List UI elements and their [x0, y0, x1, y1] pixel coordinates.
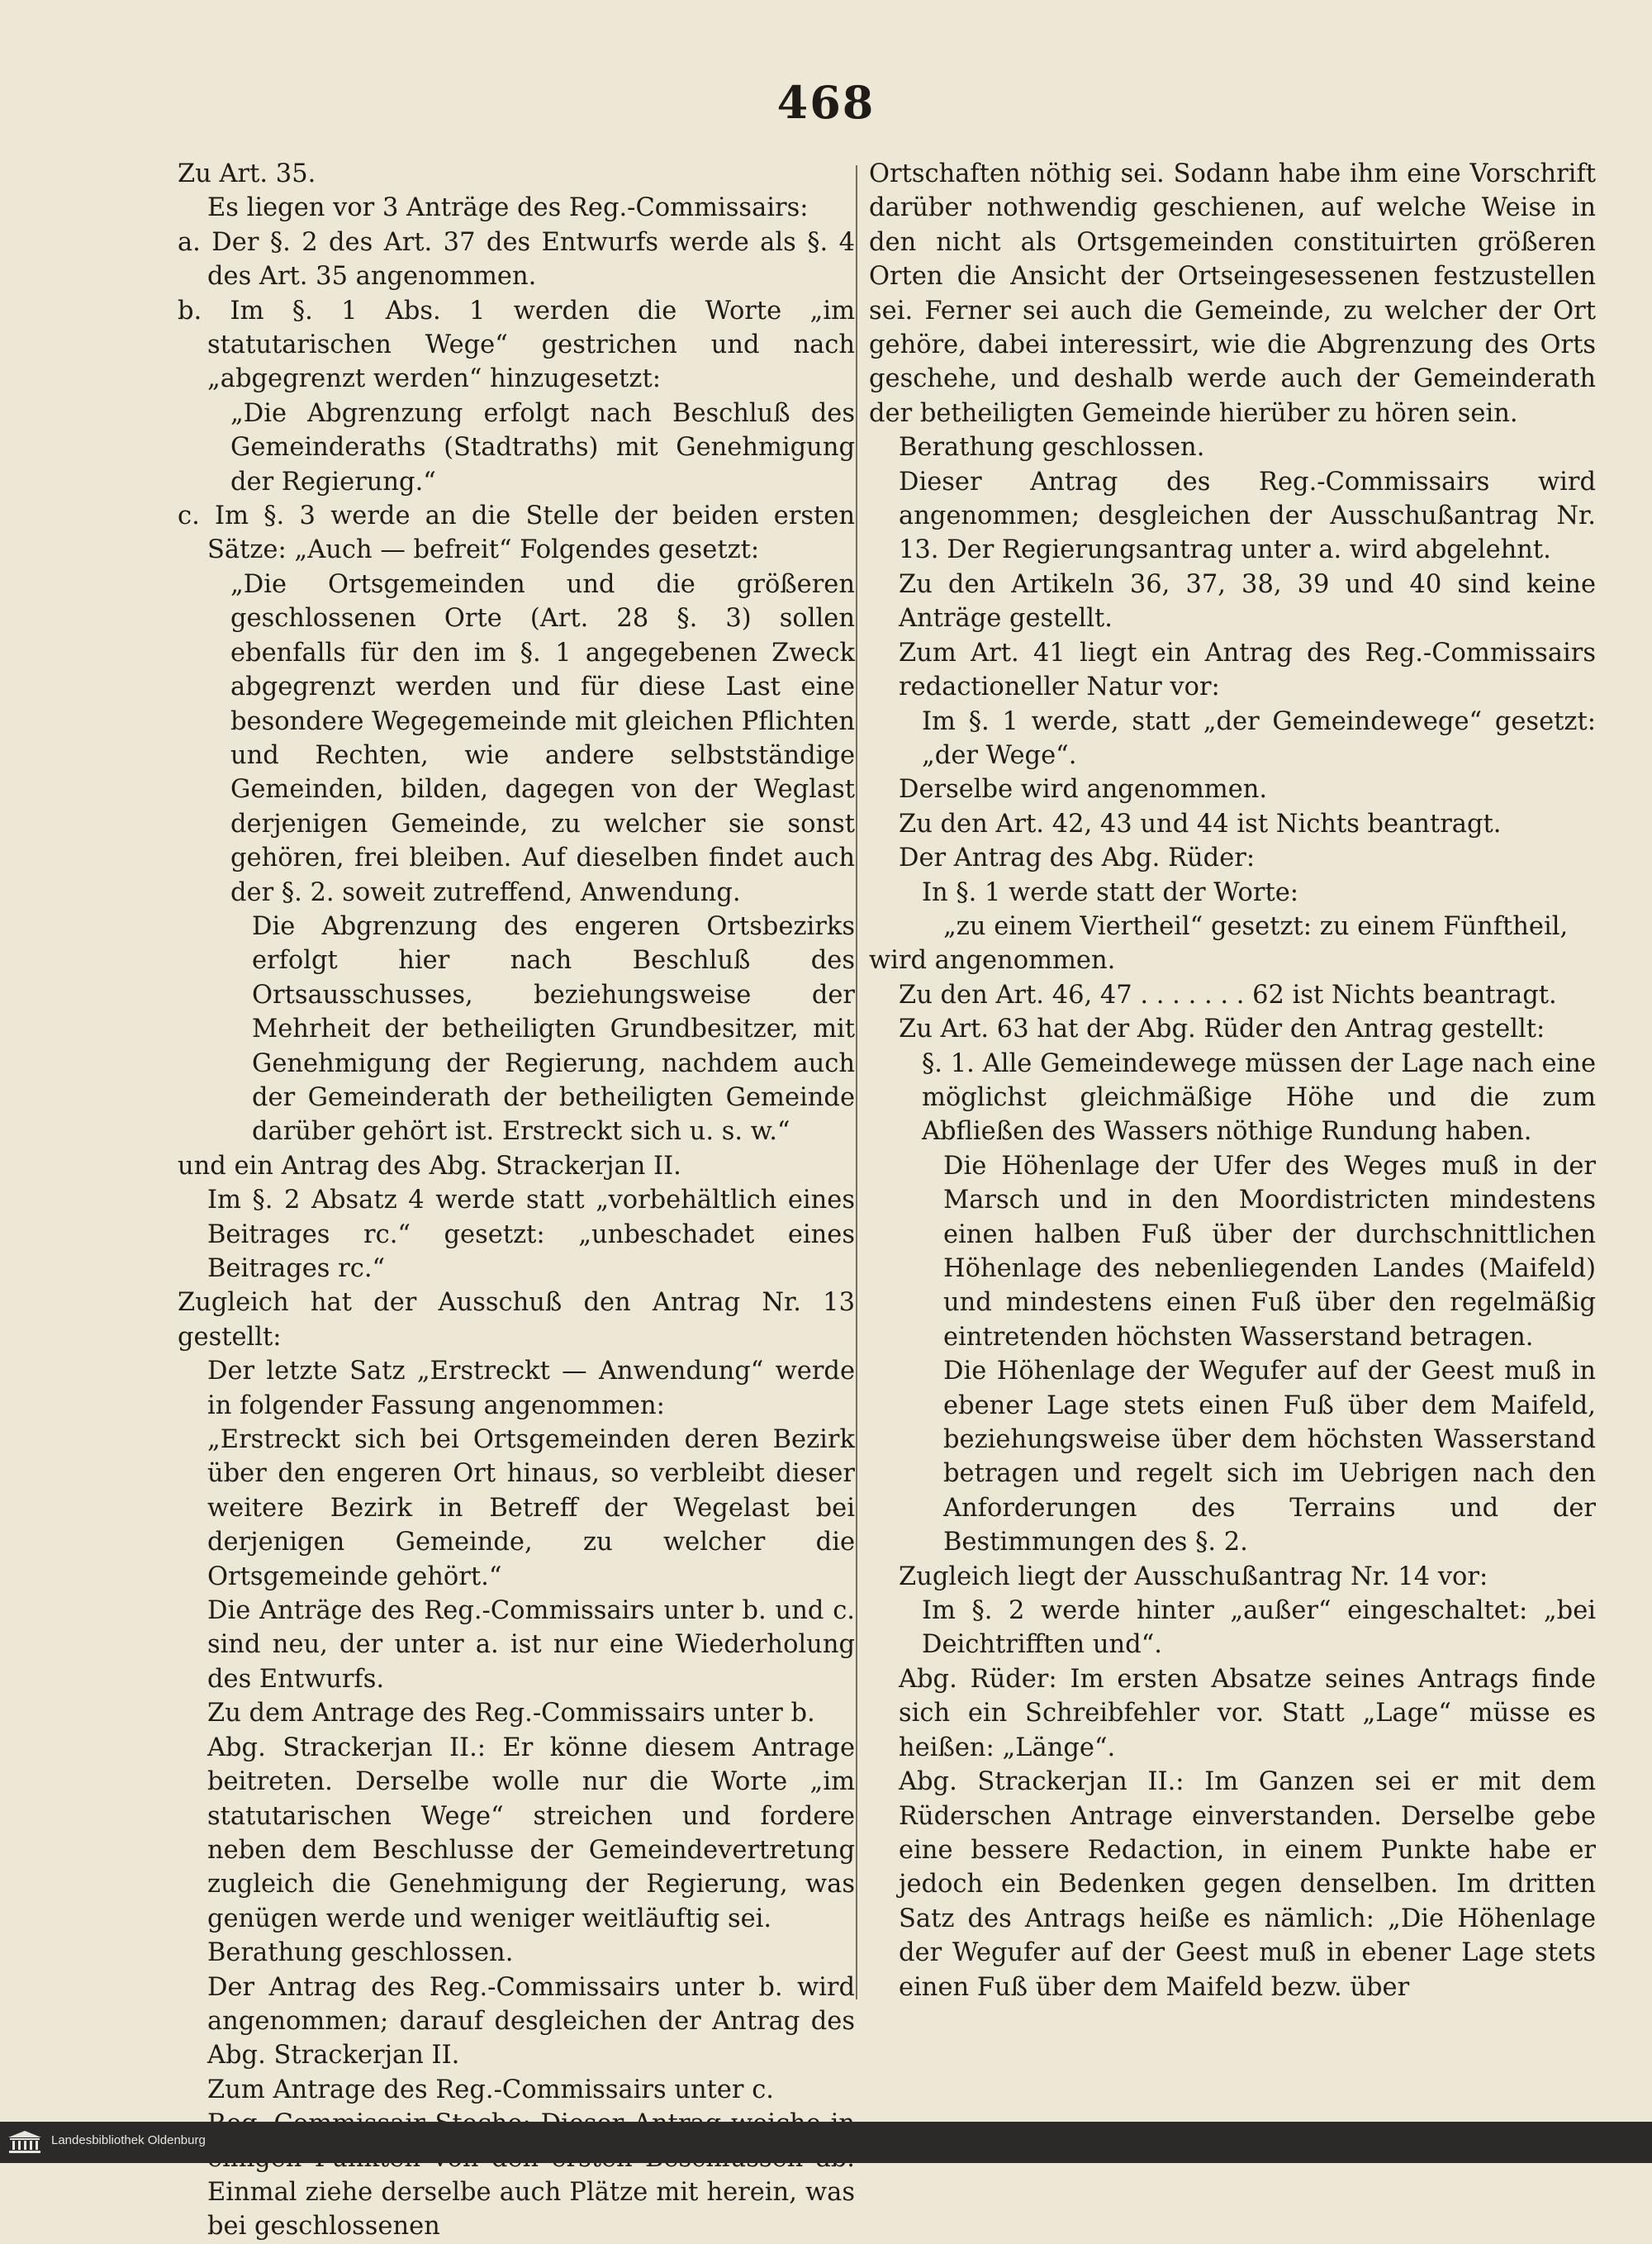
list-item: b. Im §. 1 Abs. 1 werden die Worte „im statutarischen Wege“ gestrichen und nach „abgegrenzt werden“ hinzugesetzt: [178, 296, 855, 394]
library-building-icon [5, 2128, 45, 2155]
paragraph: Zu dem Antrage des Reg.-Commissairs unter b. [207, 1699, 815, 1728]
quotation: „Die Ortsgemeinden und die größeren geschlossenen Orte (Art. 28 §. 3) sollen ebenfalls für den im §. 1 angegebenen Zweck abgegrenzt werden und für diese Last eine besondere Wegegemeinde mit gleichen Pflichten und Rechten, wie andere selbstständige Gemeinden, bilden, dagegen von der Weglast derjenigen Gemeinde, zu welcher sie sonst gehören, frei bleiben. Auf dieselben findet auch der §. 2. soweit zutreffend, Anwendung. [230, 569, 855, 907]
paragraph: Abg. Rüder: Im ersten Absatze seines Antrags finde sich ein Schreibfehler vor. Statt „Lage“ müsse es heißen: „Länge“. [899, 1664, 1596, 1762]
quotation: „zu einem Viertheil“ gesetzt: zu einem Fünftheil, [943, 911, 1569, 941]
paragraph: Ortschaften nöthig sei. Sodann habe ihm eine Vorschrift darüber nothwendig geschienen, auf welche Weise in den nicht als Ortsgemeinden constituirten größeren Orten die Ansicht der Ortseingesessenen festzustellen sei. Ferner sei auch die Gemeinde, zu welcher der Ort gehöre, dabei interessirt, wie die Abgrenzung des Orts geschehe, und deshalb werde auch der Gemeinderath der betheiligten Gemeinde hierüber zu hören sein. [869, 159, 1596, 428]
paragraph: Zu Art. 35. [178, 159, 316, 188]
quotation: Im §. 1 werde, statt „der Gemeindewege“ gesetzt: „der Wege“. [922, 706, 1596, 770]
right-column [869, 157, 1596, 2004]
library-footer [0, 2122, 1652, 2163]
library-name: Landesbibliothek Oldenburg [51, 2133, 206, 2147]
left-column [178, 157, 855, 2244]
quotation: Die Abgrenzung des engeren Ortsbezirks erfolgt hier nach Beschluß des Ortsausschusses, beziehungsweise der Mehrheit der betheiligten Grundbesitzer, mit Genehmigung der Regierung, nachdem auch der Gemeinderath der betheiligten Gemeinde darüber gehört ist. Erstreckt sich u. s. w.“ [252, 911, 855, 1147]
paragraph: Derselbe wird angenommen. [899, 775, 1268, 805]
column-divider [856, 165, 857, 1999]
paragraph: Zugleich hat der Ausschuß den Antrag Nr. 13 gestellt: [178, 1288, 855, 1352]
paragraph: und ein Antrag des Abg. Strackerjan II. [178, 1151, 681, 1181]
paragraph: wird angenommen. [869, 946, 1116, 976]
paragraph: Die Anträge des Reg.-Commissairs unter b. und c. sind neu, der unter a. ist nur eine Wiederholung des Entwurfs. [207, 1596, 855, 1694]
quotation: §. 1. Alle Gemeindewege müssen der Lage nach eine möglichst gleichmäßige Höhe und die zum Abfließen des Wassers nöthige Rundung haben. [922, 1048, 1596, 1147]
list-item: c. Im §. 3 werde an die Stelle der beiden ersten Sätze: „Auch — befreit“ Folgendes gesetzt: [178, 502, 855, 565]
paragraph: Zu den Artikeln 36, 37, 38, 39 und 40 sind keine Anträge gestellt. [899, 569, 1596, 634]
quotation: Der letzte Satz „Erstreckt — Anwendung“ werde in folgender Fassung angenommen: [207, 1357, 855, 1420]
paragraph: Es liegen vor 3 Anträge des Reg.-Commissairs: [207, 193, 809, 223]
quotation: „Erstreckt sich bei Ortsgemeinden deren Bezirk über den engeren Ort hinaus, so verbleibt dieser weitere Bezirk in Betreff der Wegelast bei derjenigen Gemeinde, zu welcher die Ortsgemeinde gehört.“ [207, 1425, 855, 1591]
paragraph: Zu den Art. 42, 43 und 44 ist Nichts beantragt. [899, 809, 1502, 839]
paragraph: Zu den Art. 46, 47 . . . . . . . 62 ist Nichts beantragt. [899, 980, 1557, 1010]
page-number: 468 [776, 76, 876, 129]
paragraph: Zugleich liegt der Ausschußantrag Nr. 14 vor: [899, 1562, 1488, 1591]
paragraph: Zum Art. 41 liegt ein Antrag des Reg.-Commissairs redactioneller Natur vor: [899, 638, 1596, 702]
paragraph: Abg. Strackerjan II.: Im Ganzen sei er mit dem Rüderschen Antrage einverstanden. Derselbe gebe eine bessere Redaction, in einem Punkte habe er jedoch ein Bedenken gegen denselben. Im dritten Satz des Antrags heiße es nämlich: „Die Höhenlage der Wegufer auf der Geest muß in ebener Lage stets einen Fuß über dem Maifeld bezw. über [899, 1767, 1596, 2002]
quotation: Die Höhenlage der Ufer des Weges muß in der Marsch und in den Moordistricten mindestens einen halben Fuß über der durchschnittlichen Höhenlage des nebenliegenden Landes (Maifeld) und mindestens einen Fuß über den regelmäßig eintretenden höchsten Wasserstand betragen. [943, 1151, 1596, 1352]
quotation: Im §. 2 werde hinter „außer“ eingeschaltet: „bei Deichtrifften und“. [922, 1596, 1596, 1660]
quotation: Die Höhenlage der Wegufer auf der Geest muß in ebener Lage stets einen Fuß über dem Maifeld, beziehungsweise über dem höchsten Wasserstand betragen und regelt sich im Uebrigen nach den Anforderungen des Terrains und der Bestimmungen des §. 2. [943, 1357, 1596, 1557]
paragraph: Der Antrag des Abg. Rüder: [899, 844, 1256, 873]
quotation: „Die Abgrenzung erfolgt nach Beschluß des Gemeinderaths (Stadtraths) mit Genehmigung der Regierung.“ [230, 398, 855, 497]
paragraph: Zum Antrage des Reg.-Commissairs unter c. [207, 2075, 774, 2104]
paragraph: Dieser Antrag des Reg.-Commissairs wird angenommen; desgleichen der Ausschußantrag Nr. 13. Der Regierungsantrag unter a. wird abgelehnt. [899, 467, 1596, 565]
quotation: In §. 1 werde statt der Worte: [922, 877, 1299, 907]
paragraph: Berathung geschlossen. [207, 1938, 514, 1968]
paragraph: Der Antrag des Reg.-Commissairs unter b. wird angenommen; darauf desgleichen der Antrag des Abg. Strackerjan II. [207, 1972, 855, 2070]
paragraph: Berathung geschlossen. [899, 433, 1205, 463]
list-item: a. Der §. 2 des Art. 37 des Entwurfs werde als §. 4 des Art. 35 angenommen. [178, 227, 855, 292]
quotation: Im §. 2 Absatz 4 werde statt „vorbehältlich eines Beitrages rc.“ gesetzt: „unbeschadet eines Beitrages rc.“ [207, 1186, 855, 1283]
paragraph: Abg. Strackerjan II.: Er könne diesem Antrage beitreten. Derselbe wolle nur die Worte „im statutarischen Wege“ streichen und fordere neben dem Beschlusse der Gemeindevertretung zugleich die Genehmigung der Regierung, was genügen werde und weniger weitläuftig sei. [207, 1733, 855, 1933]
paragraph: Einmal ziehe derselbe auch Plätze mit herein, was bei geschlossenen [207, 2177, 855, 2242]
paragraph: Zu Art. 63 hat der Abg. Rüder den Antrag gestellt: [899, 1015, 1545, 1044]
